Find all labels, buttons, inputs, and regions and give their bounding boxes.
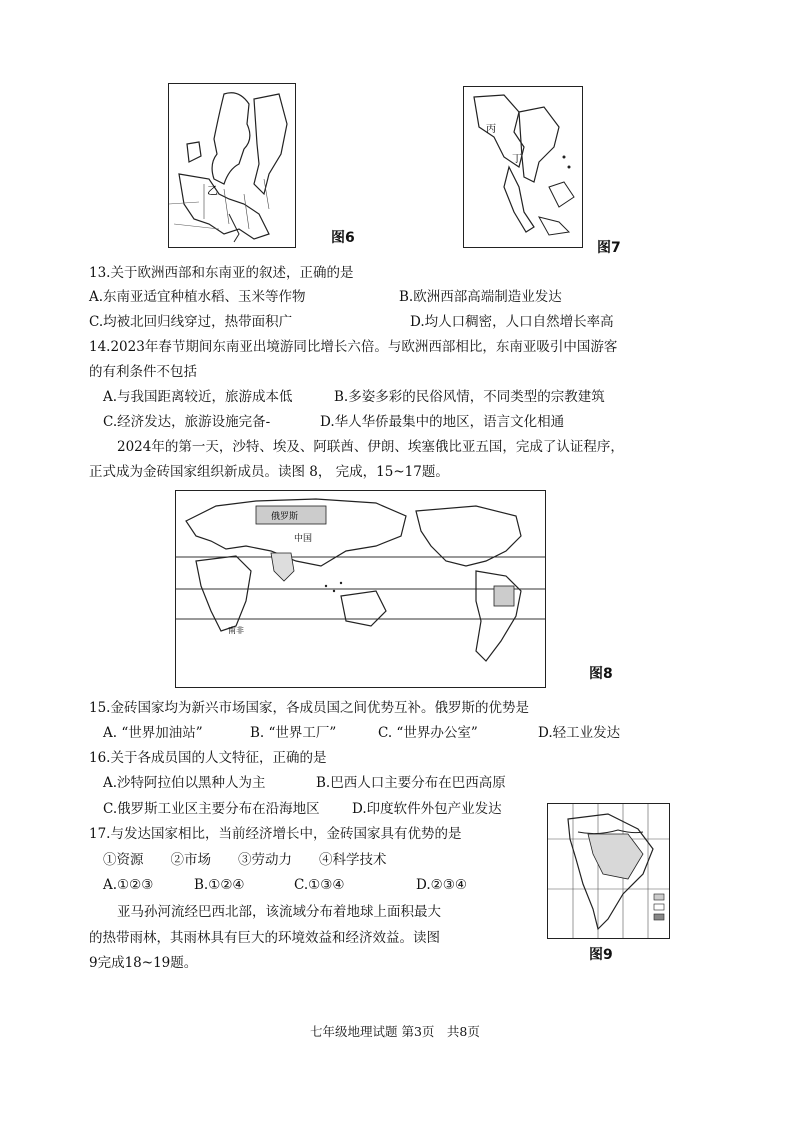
q17-option-c: C.①③④ (294, 877, 345, 893)
q15-stem: 15.金砖国家均为新兴市场国家，各成员国之间优势互补。俄罗斯的优势是 (89, 700, 529, 716)
fig7-mark-bing: 丙 (486, 124, 496, 135)
q13-option-a: A.东南亚适宜种植水稻、玉米等作物 (89, 289, 306, 305)
fig8-mark-nanfei: 南非 (228, 626, 244, 635)
q15-option-a: A. “世界加油站” (103, 725, 203, 741)
q14-stem-line2: 的有利条件不包括 (89, 364, 197, 380)
intro-18-line2: 的热带雨林，其雨林具有巨大的环境效益和经济效益。读图 (89, 930, 440, 946)
fig8-mark-china: 中国 (294, 534, 313, 544)
fig7-mark-ding: 丁 (512, 154, 522, 165)
q13-option-b: B.欧洲西部高端制造业发达 (399, 289, 562, 305)
figure-8-map (175, 490, 546, 688)
q17-items: ①资源 ②市场 ③劳动力 ④科学技术 (103, 852, 387, 868)
q17-stem: 17.与发达国家相比，当前经济增长中，金砖国家具有优势的是 (89, 826, 462, 842)
fig8-mark-russia: 俄罗斯 (271, 512, 299, 522)
page-footer: 七年级地理试题 第3页 共8页 (310, 1024, 480, 1039)
figure-9-map (547, 803, 670, 939)
world-map-drawing (176, 491, 545, 687)
q17-option-b: B.①②④ (194, 877, 245, 893)
figure-8-label: 图8 (589, 666, 613, 682)
figure-7-map (463, 86, 583, 248)
q13-option-c: C.均被北回归线穿过，热带面积广 (89, 314, 293, 330)
q14-stem-line1: 14.2023年春节期间东南亚出境游同比增长六倍。与欧洲西部相比，东南亚吸引中国游客 (89, 339, 618, 355)
intro-15-line1: 2024年的第一天，沙特、埃及、阿联酋、伊朗、埃塞俄比亚五国，完成了认证程序， (117, 439, 624, 455)
q15-option-d: D.轻工业发达 (538, 725, 621, 741)
figure-6-map (168, 83, 296, 248)
q14-option-b: B.多姿多彩的民俗风情，不同类型的宗教建筑 (334, 389, 605, 405)
europe-map-drawing (169, 84, 295, 247)
q16-option-c: C.俄罗斯工业区主要分布在沿海地区 (103, 801, 320, 817)
fig6-mark-yi: 乙 (207, 184, 218, 197)
south-america-map-drawing (548, 804, 669, 938)
figure-9-label: 图9 (589, 947, 613, 963)
q13-option-d: D.均人口稠密，人口自然增长率高 (410, 314, 614, 330)
q15-option-c: C. “世界办公室” (378, 725, 478, 741)
q13-stem: 13.关于欧洲西部和东南亚的叙述，正确的是 (89, 265, 354, 281)
q16-option-b: B.巴西人口主要分布在巴西高原 (316, 775, 506, 791)
q16-stem: 16.关于各成员国的人文特征，正确的是 (89, 750, 327, 766)
southeast-asia-map-drawing (464, 87, 582, 247)
figure-7-label: 图7 (597, 240, 621, 256)
q16-option-d: D.印度软件外包产业发达 (352, 801, 502, 817)
q15-option-b: B. “世界工厂” (250, 725, 337, 741)
intro-18-line3: 9完成18~19题。 (89, 955, 198, 971)
intro-18-line1: 亚马孙河流经巴西北部，该流域分布着地球上面积最大 (117, 904, 441, 920)
q14-option-d: D.华人华侨最集中的地区，语言文化相通 (320, 414, 565, 430)
intro-15-line2: 正式成为金砖国家组织新成员。读图 8， 完成，15~17题。 (89, 464, 449, 480)
q17-option-a: A.①②③ (103, 877, 154, 893)
figure-6-label: 图6 (331, 230, 355, 246)
q14-option-a: A.与我国距离较近，旅游成本低 (103, 389, 293, 405)
q16-option-a: A.沙特阿拉伯以黑种人为主 (103, 775, 266, 791)
q14-option-c: C.经济发达，旅游设施完备- (103, 414, 271, 430)
q17-option-d: D.②③④ (416, 877, 467, 893)
